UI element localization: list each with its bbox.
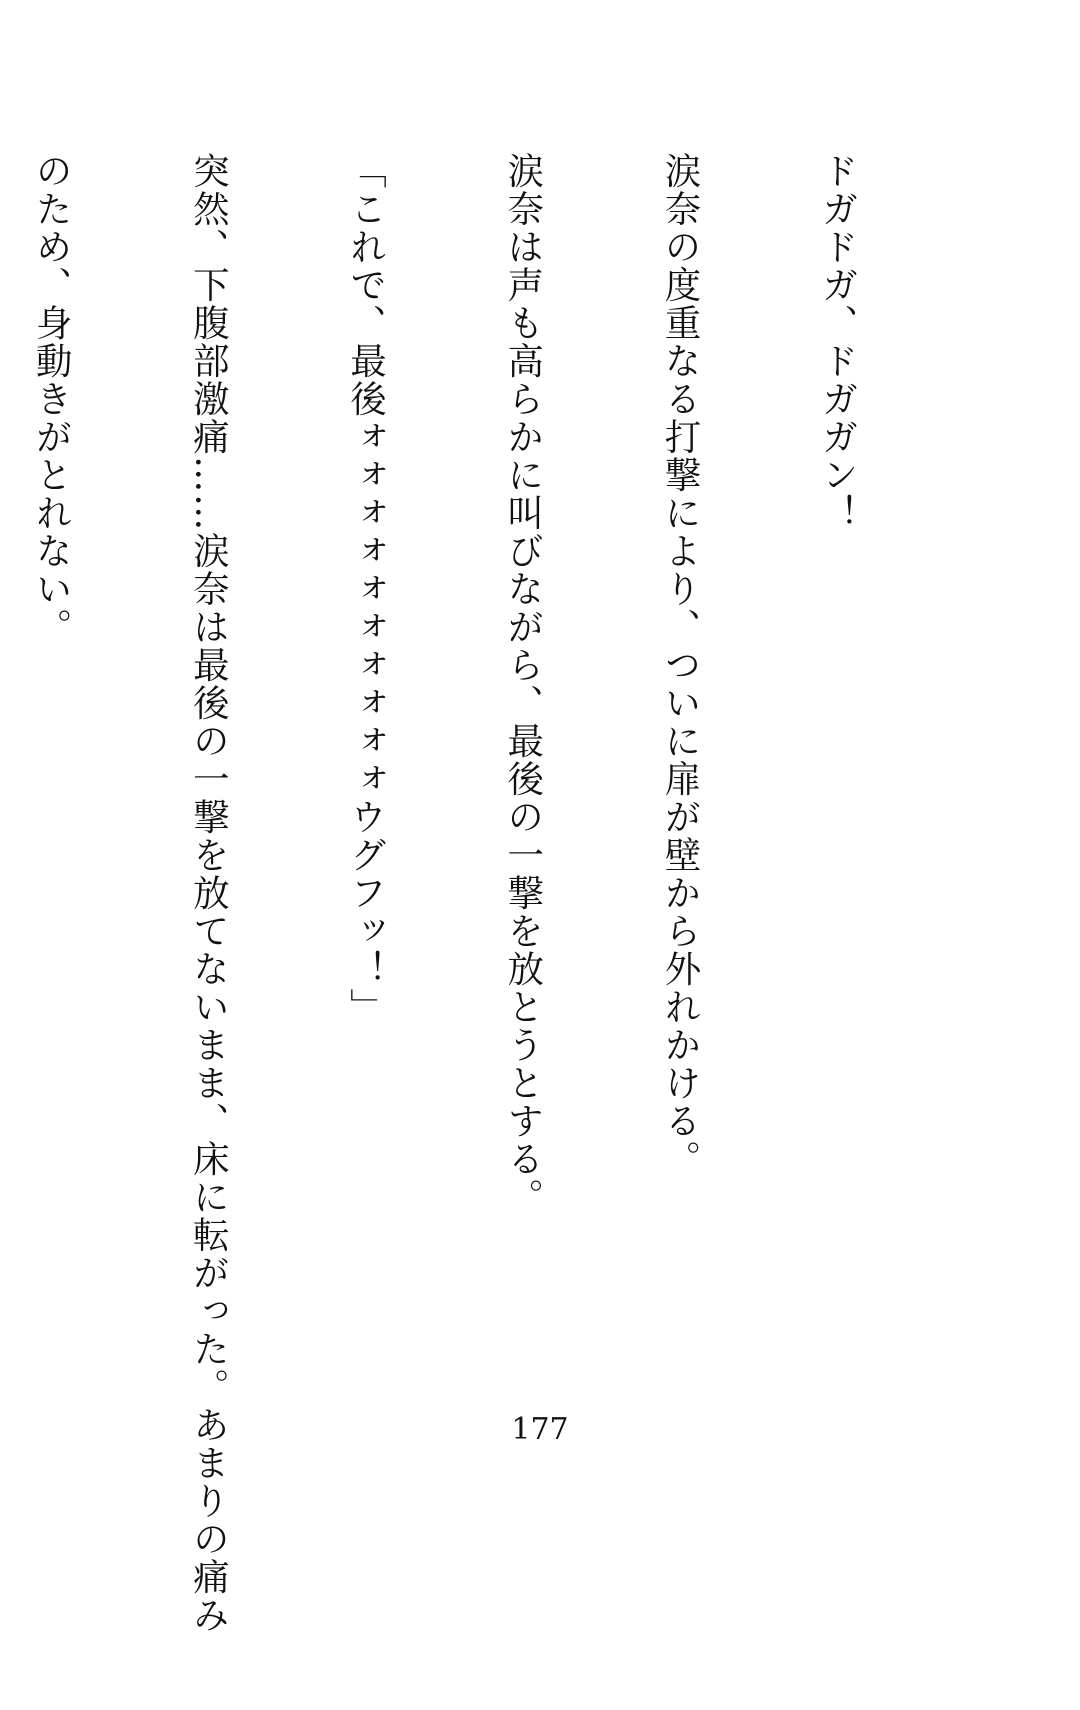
text-line: ドガドガ、ドガガン！ bbox=[816, 152, 860, 532]
page-number: 177 bbox=[511, 1412, 569, 1447]
text-line: 涙奈は声も高らかに叫びながら、最後の一撃を放とうとする。 bbox=[501, 152, 545, 1216]
text-line: 突然、下腹部激痛……涙奈は最後の一撃を放てないまま、床に転がった。あまりの痛み bbox=[187, 152, 231, 1634]
text-line: 「これで、最後ォォォォォォォォォォウグフッ！」 bbox=[344, 152, 388, 1026]
text-line: 涙奈の度重なる打撃により、ついに扉が壁から外れかける。 bbox=[658, 152, 702, 1178]
text-line: のため、身動きがとれない。 bbox=[30, 152, 74, 646]
